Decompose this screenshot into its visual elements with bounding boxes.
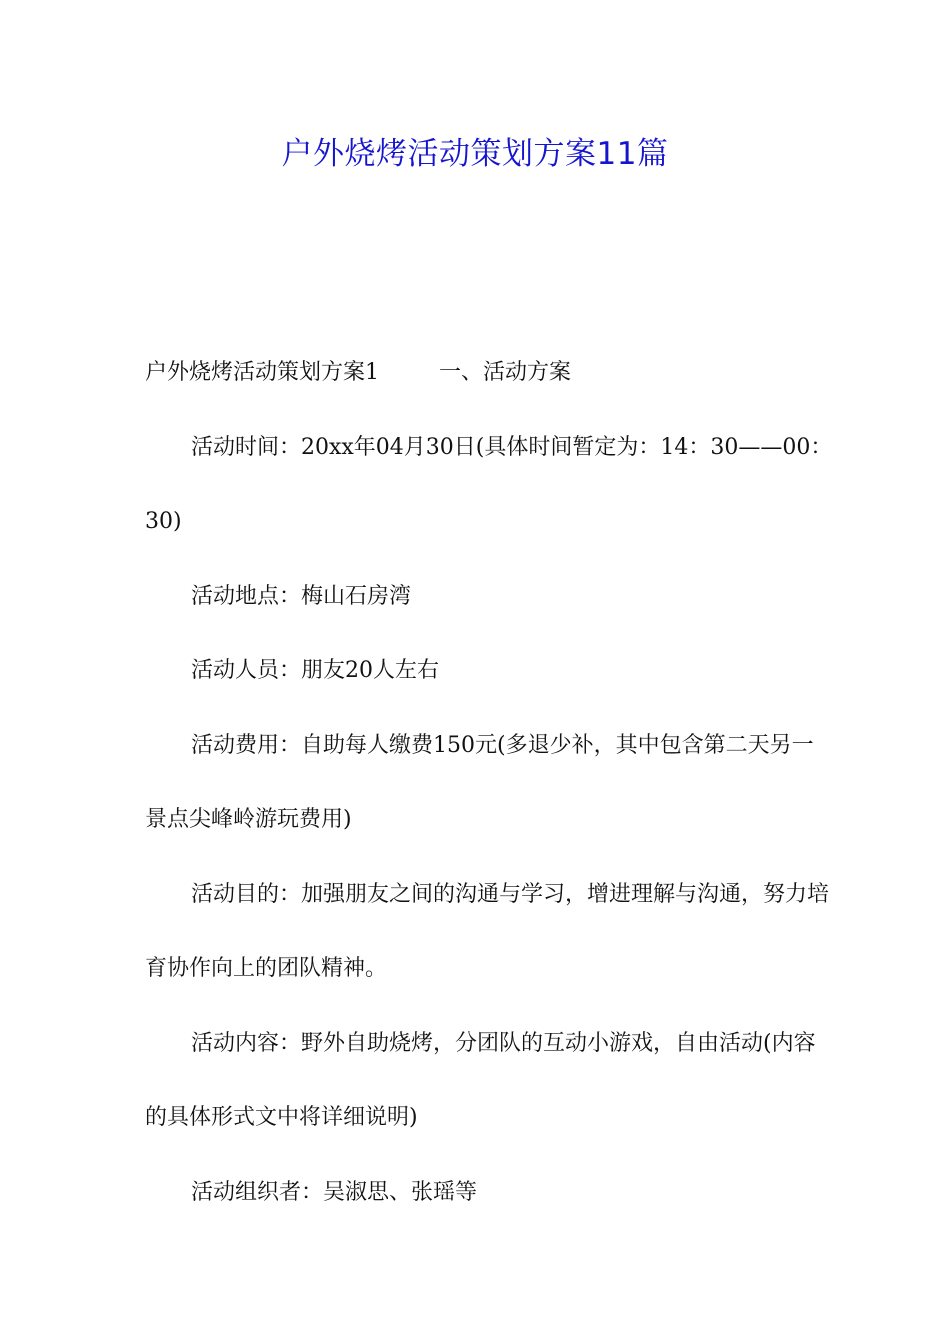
document-title: 户外烧烤活动策划方案11篇 [281, 136, 669, 172]
sub-title: 一、活动方案 [439, 360, 572, 385]
paragraph-activity-cost: 活动费用：自助每人缴费150元(多退少补，其中包含第二天另一景点尖峰岭游玩费用) [145, 732, 814, 832]
section-title: 户外烧烤活动策划方案1 [145, 360, 379, 385]
paragraph-activity-purpose: 活动目的：加强朋友之间的沟通与学习，增进理解与沟通，努力培育协作向上的团队精神。 [145, 881, 830, 981]
paragraph-activity-organizers: 活动组织者：吴淑思、张瑶等 [191, 1179, 478, 1205]
paragraph-activity-content: 活动内容：野外自助烧烤，分团队的互动小游戏，自由活动(内容的具体形式文中将详细说明) [145, 1030, 816, 1130]
document-body [145, 336, 835, 1230]
section-heading [145, 336, 835, 411]
paragraph-activity-time: 活动时间：20xx年04月30日(具体时间暂定为：14：30——00：30) [145, 434, 833, 534]
paragraph-activity-location: 活动地点：梅山石房湾 [191, 583, 412, 609]
paragraph-activity-participants: 活动人员：朋友20人左右 [191, 658, 439, 683]
